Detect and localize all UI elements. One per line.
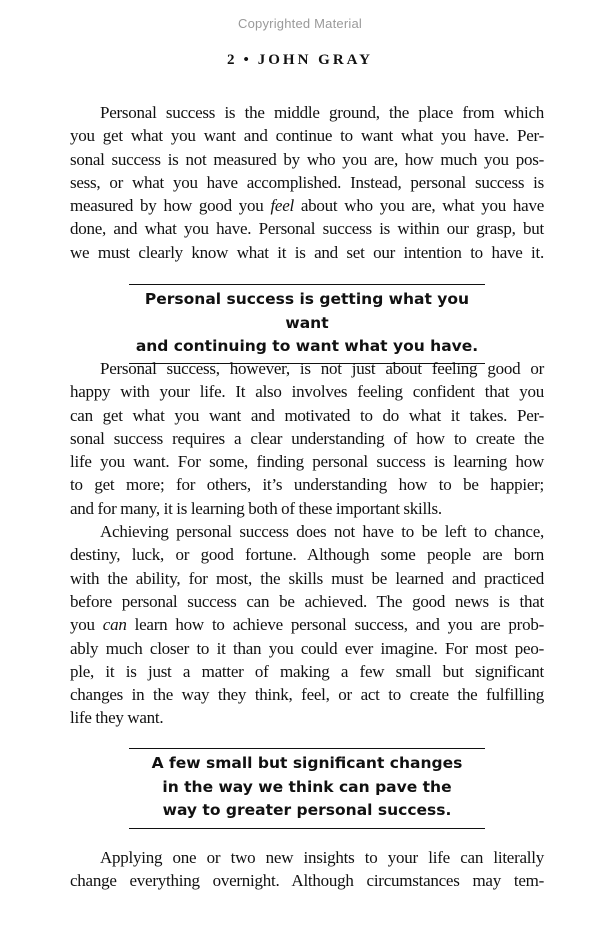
p4-line-2: change everything overnight. Although circumstances may tem- [70,871,544,891]
p3-line-6: ably much closer to it than you could ever imagine. For most peo- [70,638,544,658]
p1-line-1: Personal success is the middle ground, the place from which [100,103,544,122]
paragraph-3-text [70,520,544,730]
p2-line-6: to get more; for others, it’s understanding how to be happier; [70,475,544,495]
pull-quote-1 [129,284,485,364]
running-head-separator: • [243,52,252,68]
p1-line-4: sess, or what you have accomplished. Instead, personal success is [70,172,544,192]
p2-line-4: sonal success requires a clear understanding of how to create the [70,428,544,448]
running-head [0,52,600,69]
emphasis-can: can [102,615,127,635]
pull-quote-1-line-2: and continuing to want what you have. [135,337,479,355]
paragraph-1 [70,101,544,264]
p3-line-1: Achieving personal success does not have to be left to chance, [100,522,544,542]
p2-line-5: life you want. For some, finding personal success is learning how [70,452,544,472]
pull-quote-2-line-2: in the way we think can pave the [162,777,452,796]
author-name: JOHN GRAY [257,52,373,68]
p2-line-1: Personal success, however, is not just about feeling good or [100,359,544,378]
copyright-watermark: Copyrighted Material [238,16,362,31]
p3-line-9: life they want. [70,708,164,728]
p1-line-6: done, and what you have. Personal success is within our grasp, but [70,219,544,239]
page-number: 2 [227,52,238,68]
p3-line-8: changes in the way they think, feel, or act to create the fulfilling [70,685,544,705]
pull-quote-2-line-1: A few small but significant changes [151,754,463,772]
pull-quote-2-line-3: way to greater personal success. [162,801,452,819]
p1-line-7: we must clearly know what it is and set our intention to have it. [70,242,544,262]
p1-line-3: sonal success is not measured by who you are, how much you pos- [70,149,544,169]
p3-line-5: you can learn how to achieve personal success, and you are prob- [70,615,545,635]
p1-line-2: you get what you want and continue to want what you have. Per- [70,126,544,146]
emphasis-feel: feel [270,196,294,216]
p1-line-5: measured by how good you feel about who you are, what you have [70,196,544,216]
p3-line-4: before personal success can be achieved. The good news is that [70,591,544,611]
p2-line-7: and for many, it is learning both of these important skills. [70,498,442,518]
pull-quote-2 [129,748,485,829]
p2-line-3: can get what you want and motivated to do what it takes. Per- [70,405,544,425]
paragraph-4 [70,846,544,893]
pull-quote-1-line-1: Personal success is getting what you want [144,290,470,332]
p4-line-1: Applying one or two new insights to your life can literally [100,848,544,867]
paragraph-1-text [70,101,544,264]
p3-line-2: destiny, luck, or good fortune. Although some people are born [70,545,544,565]
p3-line-3: with the ability, for most, the skills must be learned and practiced [70,568,544,588]
paragraph-4-text [70,846,544,893]
p3-line-7: ple, it is just a matter of making a few small but significant [70,661,544,681]
paragraph-2 [70,357,544,730]
p2-line-2: happy with your life. It also involves feeling confident that you [70,382,544,402]
paragraph-2-text [70,357,544,520]
